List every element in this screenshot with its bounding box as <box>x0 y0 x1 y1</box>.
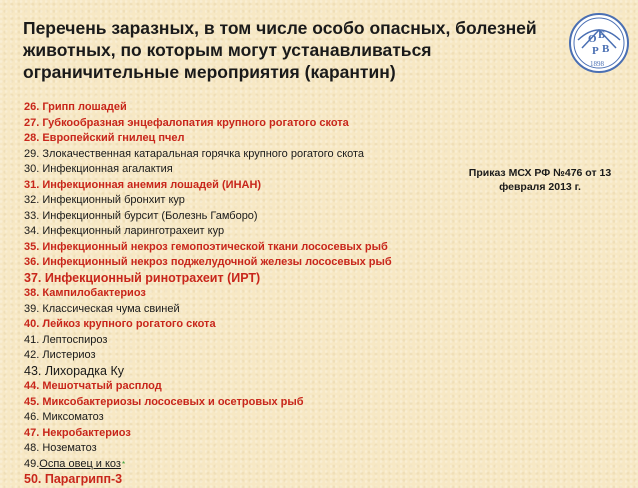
disease-label: 41. Лептоспироз <box>24 333 108 346</box>
disease-label: 27. Губкообразная энцефалопатия крупного рогатого скота <box>24 116 349 129</box>
disease-label: 32. Инфекционный бронхит кур <box>24 194 185 206</box>
disease-label: 47. Некробактериоз <box>24 426 131 439</box>
disease-item <box>24 410 464 426</box>
disease-item <box>24 240 464 256</box>
disease-item <box>24 224 464 240</box>
disease-label: 35. Инфекционный некроз гемопоэтической ткани лососевых рыб <box>24 240 388 253</box>
logo-year: 1898 <box>590 60 604 68</box>
disease-item <box>24 333 464 349</box>
disease-item <box>24 364 464 380</box>
disease-label: 49. <box>24 457 40 470</box>
disease-item <box>24 147 464 163</box>
disease-label: 45. Миксобактериозы лососевых и осетровых рыб <box>24 395 304 408</box>
disease-label: 43. Лихорадка Ку <box>24 363 124 378</box>
disease-item <box>24 178 464 194</box>
disease-label: 36. Инфекционный некроз поджелудочной железы лососевых рыб <box>24 256 392 268</box>
disease-item <box>24 426 464 442</box>
disease-label: 31. Инфекционная анемия лошадей (ИНАН) <box>24 178 262 191</box>
disease-item <box>24 457 464 473</box>
disease-item <box>24 317 464 333</box>
svg-text:Б: Б <box>598 29 606 41</box>
disease-label: 40. Лейкоз крупного рогатого скота <box>24 318 216 330</box>
disease-label: 33. Инфекционный бурсит (Болезнь Гамборо) <box>24 209 258 222</box>
disease-item <box>24 116 464 132</box>
disease-item <box>24 379 464 395</box>
disease-label: 42. Листериоз <box>24 349 96 361</box>
disease-item <box>24 255 464 271</box>
disease-item <box>24 193 464 209</box>
svg-text:О: О <box>588 33 597 45</box>
disease-item <box>24 395 464 411</box>
disease-label: 50. Парагрипп-3 <box>24 472 123 486</box>
disease-label: 28. Европейский гнилец пчел <box>24 132 185 144</box>
disease-label: 37. Инфекционный ринотрахеит (ИРТ) <box>24 270 261 285</box>
disease-item <box>24 286 464 302</box>
institution-emblem-icon <box>568 12 630 74</box>
disease-label: 30. Инфекционная агалактия <box>24 163 173 175</box>
disease-item <box>24 302 464 318</box>
page-title: Перечень заразных, в том числе особо опасных, болезней животных, по которым могут устанавливаться ограничительные мероприятия (карантин) <box>23 18 537 82</box>
disease-item <box>24 131 464 147</box>
disease-item <box>24 441 464 457</box>
disease-item <box>24 348 464 364</box>
disease-item <box>24 162 464 178</box>
footnote-marker: * <box>121 459 126 469</box>
order-reference: Приказ МСХ РФ №476 от 13 февраля 2013 г. <box>468 167 612 193</box>
disease-list <box>24 100 464 488</box>
disease-item <box>24 100 464 116</box>
disease-label: 26. Грипп лошадей <box>24 101 127 113</box>
disease-label: 39. Классическая чума свиней <box>24 302 180 315</box>
svg-text:Р: Р <box>592 45 599 57</box>
disease-item <box>24 271 464 287</box>
disease-link[interactable]: Оспа овец и коз <box>39 457 121 470</box>
disease-label: 44. Мешотчатый расплод <box>24 380 162 392</box>
disease-label: 46. Миксоматоз <box>24 411 104 423</box>
disease-item <box>24 209 464 225</box>
disease-label: 34. Инфекционный ларинготрахеит кур <box>24 225 225 237</box>
disease-label: 48. Нозематоз <box>24 442 97 454</box>
disease-label: 29. Злокачественная катаральная горячка крупного рогатого скота <box>24 147 365 160</box>
disease-item <box>24 472 464 488</box>
disease-label: 38. Кампилобактериоз <box>24 287 146 299</box>
svg-text:В: В <box>602 43 610 55</box>
